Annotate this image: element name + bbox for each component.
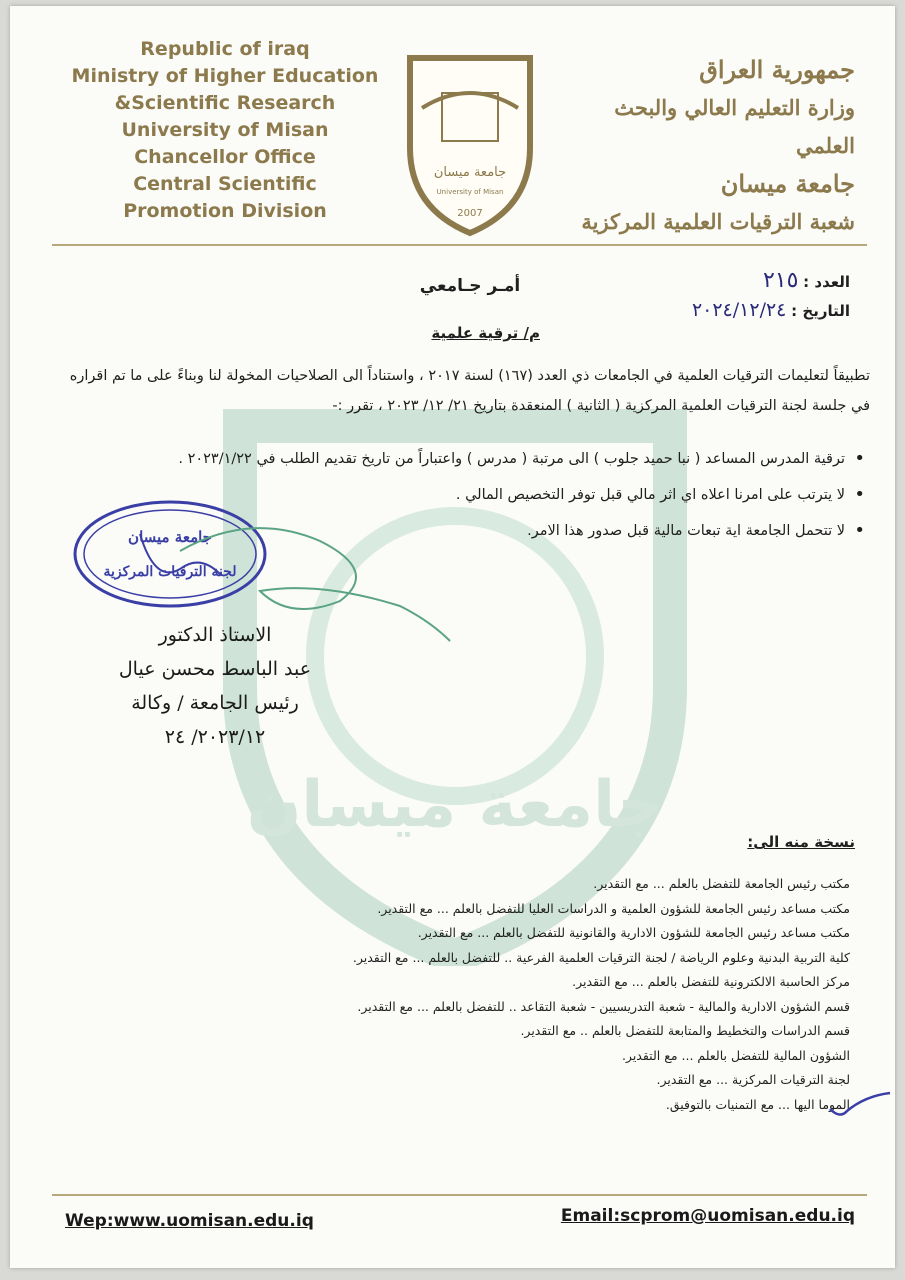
signature-date: ٢٠٢٣/١٢/ ٢٤ — [164, 726, 266, 748]
signatory-name: عبد الباسط محسن عيال — [118, 658, 312, 680]
logo-name-en: University of Misan — [436, 188, 504, 196]
letterhead-line: Promotion Division — [123, 200, 327, 222]
logo-name-ar: جامعة ميسان — [433, 165, 507, 180]
decision-item: • ترقية المدرس المساعد ( نبا حميد جلوب ) الى مرتبة ( مدرس ) واعتباراً من تاريخ تقديم الطلب في ٢٠٢٣/١/٢٢ . — [70, 446, 845, 472]
footer-divider — [52, 1194, 867, 1196]
copy-recipient: • الموما اليها ... مع التمنيات بالتوفيق. — [160, 1093, 850, 1118]
letterhead-line: Ministry of Higher Education — [71, 65, 379, 87]
document-page — [10, 6, 895, 1268]
reference-block — [620, 268, 850, 321]
number-label: العدد : — [803, 273, 850, 291]
stamp-line-2: لجنة الترقيات المركزية — [103, 564, 237, 580]
stamp-line-1: جامعة ميسان — [128, 528, 212, 546]
copies-heading: نسخة منه الى: — [747, 833, 855, 851]
copy-recipient: • مكتب مساعد رئيس الجامعة للشؤون الادارية والقانونية للتفضل بالعلم ... مع التقدير. — [160, 921, 850, 946]
subject-line: م/ ترقية علمية — [431, 324, 540, 342]
letterhead-line: جامعة ميسان — [720, 169, 855, 198]
signature-block — [85, 618, 345, 754]
letterhead-line: Chancellor Office — [134, 146, 316, 168]
letterhead-line: University of Misan — [121, 119, 329, 141]
logo-year: 2007 — [457, 208, 483, 219]
letterhead-line: وزارة التعليم العالي والبحث العلمي — [614, 95, 855, 158]
decision-item: • لا يترتب على امرنا اعلاه اي اثر مالي قبل توفر التخصيص المالي . — [70, 482, 845, 508]
footer-email: Email:scprom@uomisan.edu.iq — [560, 1206, 855, 1226]
copy-recipient: • مكتب رئيس الجامعة للتفضل بالعلم ... مع التقدير. — [160, 872, 850, 897]
copy-recipient: • قسم الشؤون الادارية والمالية - شعبة التدريسيين - شعبة التقاعد .. للتفضل بالعلم ... مع التقدير. — [160, 995, 850, 1020]
checkmark-icon — [825, 1091, 895, 1121]
copy-recipient: • مركز الحاسبة الالكترونية للتفضل بالعلم ... مع التقدير. — [160, 970, 850, 995]
letterhead-line: جمهورية العراق — [699, 55, 855, 84]
preamble-paragraph: تطبيقاً لتعليمات الترقيات العلمية في الجامعات ذي العدد (١٦٧) لسنة ٢٠١٧ ، واستناداً الى الصلاحيات المخولة لنا وبناءً على ما تم اقراره في جلسة لجنة الترقيات العلمية المركزية ( الثانية ) المنعقدة بتاريخ ٢١/ ١٢/ ٢٠٢٣ ، تقرر :- — [69, 368, 870, 414]
number-value: ٢١٥ — [762, 268, 799, 293]
letterhead-line: Republic of iraq — [140, 38, 310, 60]
english-letterhead — [55, 36, 395, 225]
order-title: أمـر جـامعي — [419, 276, 521, 296]
university-logo — [400, 48, 540, 238]
letterhead-line: Central Scientific — [133, 173, 317, 195]
watermark-text: جامعة ميسان — [246, 768, 664, 842]
arabic-letterhead — [555, 51, 855, 241]
copy-recipient: • لجنة الترقيات المركزية ... مع التقدير. — [160, 1068, 850, 1093]
signatory-title: الاستاذ الدكتور — [158, 624, 272, 646]
copies-list — [160, 872, 872, 1117]
signatory-position: رئيس الجامعة / وكالة — [131, 692, 299, 714]
letterhead-line: شعبة الترقيات العلمية المركزية — [581, 209, 855, 234]
footer-website: Wep:www.uomisan.edu.iq — [65, 1211, 314, 1231]
letterhead-line: &Scientific Research — [114, 92, 336, 114]
copy-recipient: • مكتب مساعد رئيس الجامعة للشؤون العلمية و الدراسات العليا للتفضل بالعلم ... مع التقدير. — [160, 897, 850, 922]
date-label: التاريخ : — [791, 302, 850, 320]
copy-recipient: • قسم الدراسات والتخطيط والمتابعة للتفضل بالعلم .. مع التقدير. — [160, 1019, 850, 1044]
header-divider — [52, 244, 867, 246]
date-value: ٢٠٢٤/١٢/٢٤ — [691, 299, 787, 321]
copy-recipient: • الشؤون المالية للتفضل بالعلم ... مع التقدير. — [160, 1044, 850, 1069]
copy-recipient: • كلية التربية البدنية وعلوم الرياضة / لجنة الترقيات العلمية الفرعية .. للتفضل بالعلم ... مع التقدير. — [160, 946, 850, 971]
decision-item: • لا تتحمل الجامعة اية تبعات مالية قبل صدور هذا الامر. — [70, 518, 845, 544]
